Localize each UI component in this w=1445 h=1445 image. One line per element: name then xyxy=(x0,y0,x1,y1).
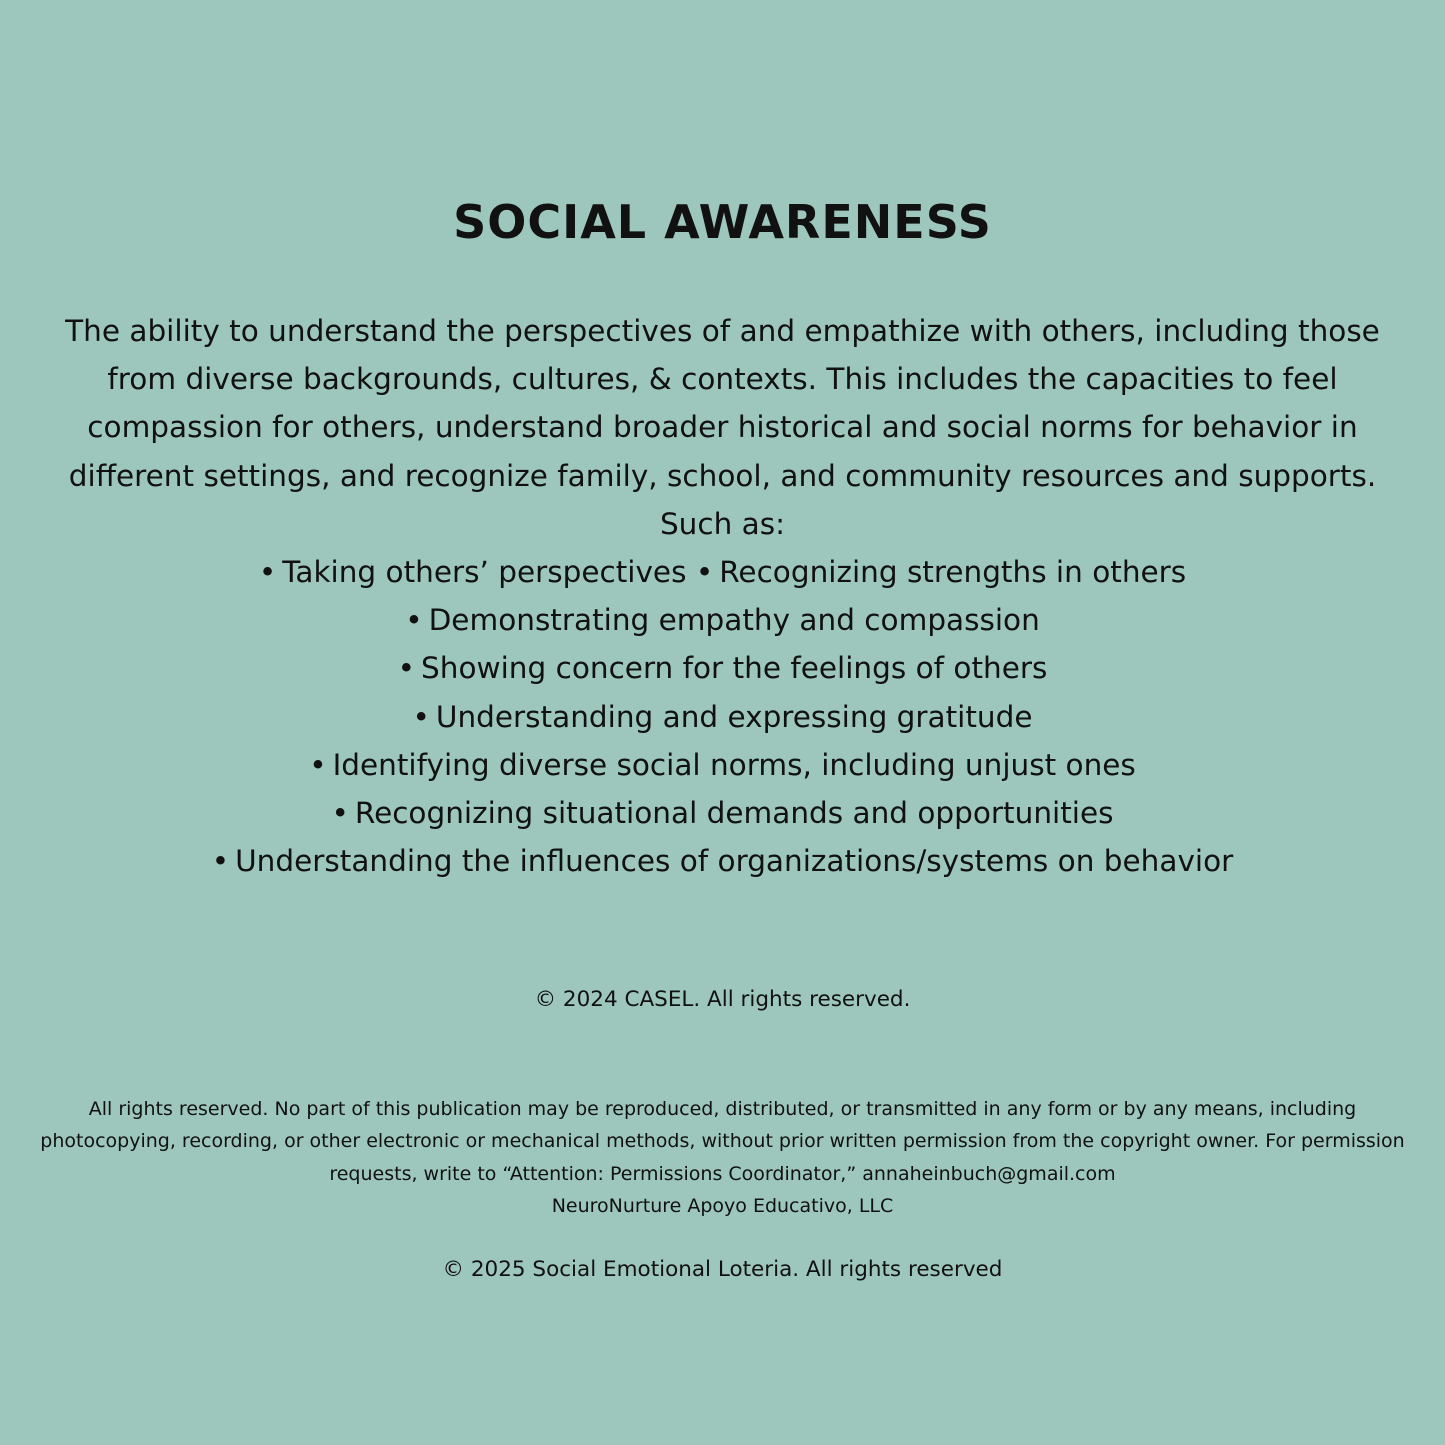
casel-copyright: © 2024 CASEL. All rights reserved. xyxy=(534,987,911,1012)
bullet-icon: • xyxy=(405,603,423,638)
list-item xyxy=(60,837,1385,885)
list-item-text: Showing concern for the feelings of others xyxy=(421,651,1048,686)
list-item-text: Identifying diverse social norms, including unjust ones xyxy=(332,747,1136,782)
bullet-icon: • xyxy=(412,699,430,734)
bullet-icon: • xyxy=(309,747,327,782)
list-item xyxy=(60,644,1385,692)
bullet-icon: • xyxy=(331,796,349,831)
list-item-text: Recognizing strengths in others xyxy=(719,555,1187,590)
list-item xyxy=(60,548,1385,596)
list-item-text: Taking others’ perspectives xyxy=(282,555,687,590)
bullet-icon: • xyxy=(258,555,277,590)
page-title: SOCIAL AWARENESS xyxy=(453,195,992,249)
list-item-text: Understanding and expressing gratitude xyxy=(435,699,1033,734)
bullet-icon: • xyxy=(397,651,416,686)
list-item xyxy=(60,596,1385,644)
list-item xyxy=(60,789,1385,837)
bullet-icon: • xyxy=(695,555,714,590)
bullet-icon: • xyxy=(211,844,230,879)
rights-notice-block xyxy=(30,1093,1415,1222)
main-content xyxy=(60,307,1385,885)
list-item-text: Understanding the influences of organizations/systems on behavior xyxy=(235,844,1234,879)
company-name: NeuroNurture Apoyo Educativo, LLC xyxy=(551,1194,894,1217)
list-item-text: Demonstrating empathy and compassion xyxy=(428,603,1040,638)
footer-copyright: © 2025 Social Emotional Loteria. All rights reserved xyxy=(442,1257,1003,1282)
rights-notice: All rights reserved. No part of this publication may be reproduced, distributed, or transmitted in any form or by any means, including photocopying, recording, or other electronic or mechanical methods, without prior written permission from the copyright owner. For permission requests, write to “Attention: Permissions Coordinator,” annaheinbuch@gmail.com xyxy=(40,1098,1405,1185)
list-item xyxy=(60,693,1385,741)
list-item-text: Recognizing situational demands and opportunities xyxy=(354,796,1114,831)
description-paragraph: The ability to understand the perspectives of and empathize with others, including those from diverse backgrounds, cultures, & contexts. This includes the capacities to feel compassion for others, understand broader historical and social norms for behavior in different settings, and recognize family, school, and community resources and supports. xyxy=(65,314,1380,493)
skills-list xyxy=(60,548,1385,885)
list-item xyxy=(60,741,1385,789)
such-as-label: Such as: xyxy=(659,506,786,541)
